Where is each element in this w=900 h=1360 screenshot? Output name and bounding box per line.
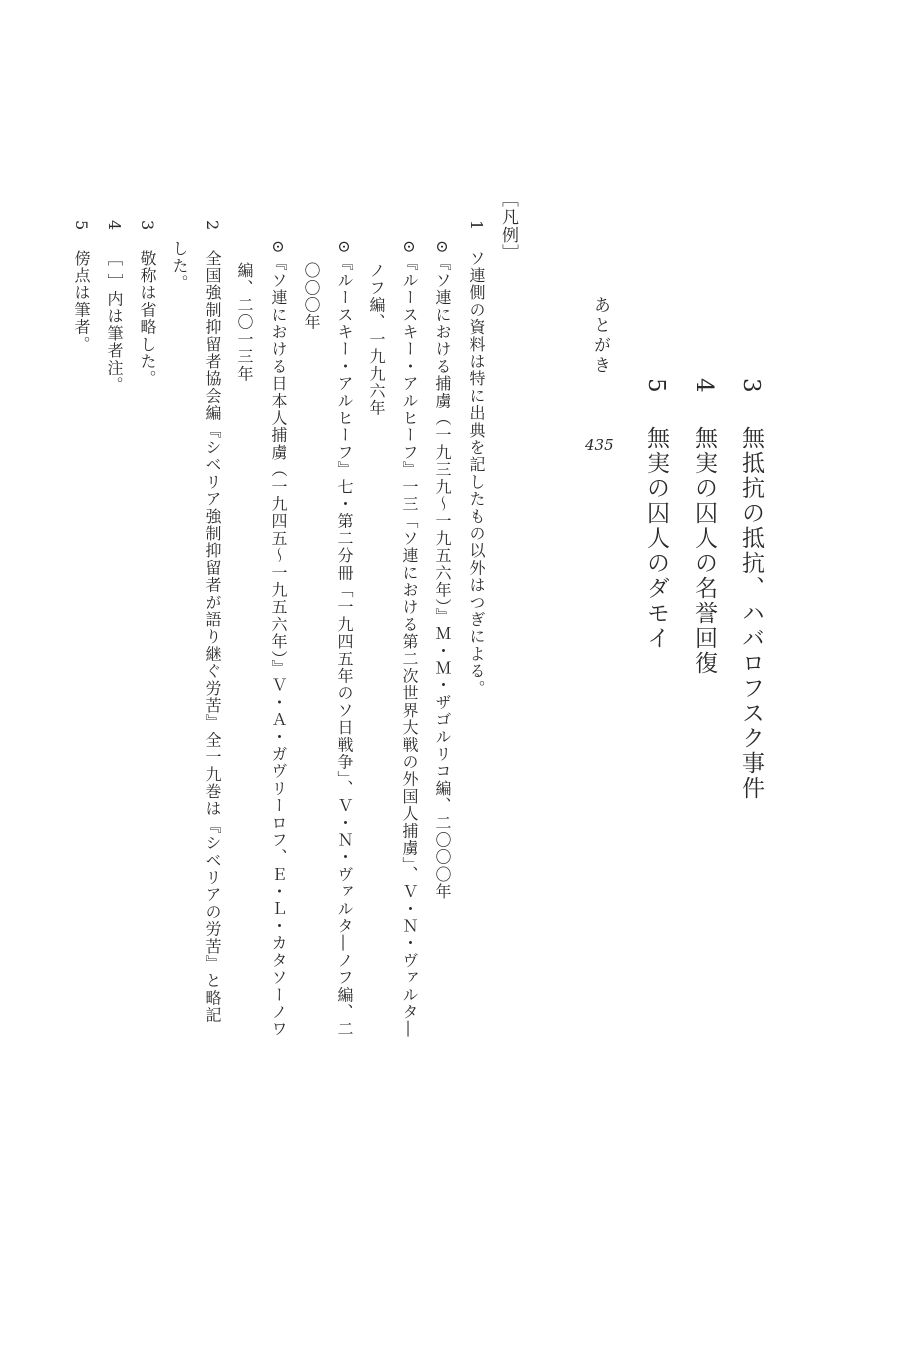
toc-item-number: 3 — [738, 378, 764, 395]
note-4 — [103, 220, 126, 394]
note-1-reference-2-continued: ノフ編、一九九六年 — [367, 262, 386, 417]
toc-item-number: 4 — [691, 378, 717, 395]
afterword-title: あとがき — [590, 296, 610, 376]
toc-item-title: 無実の囚人の名誉回復 — [691, 425, 717, 676]
hanrei-heading: ［凡例］ — [498, 190, 518, 262]
note-number: 1 — [467, 220, 486, 232]
note-1-reference-1: ⊙『ソ連における捕虜（一九三九～一九五六年）』Ｍ・Ｍ・ザゴルリコ編、二〇〇〇年 — [433, 240, 452, 901]
toc-item-3 — [735, 378, 768, 801]
note-1-reference-2: ⊙『ルースキー・アルヒーフ』一三「ソ連における第二次世界大戦の外国人捕虜」、Ｖ・Ｎ・ヴァルタ― — [400, 240, 419, 1038]
note-text: 敬称は省略した。 — [138, 249, 157, 388]
note-1-reference-4-continued: 編、二〇一三年 — [235, 262, 254, 383]
note-text: ソ連側の資料は特に出典を記したもの以外はつぎによる。 — [467, 249, 486, 697]
note-1-reference-3: ⊙『ルースキー・アルヒーフ』七・第二分冊「一九四五年のソ日戦争」、Ｖ・Ｎ・ヴァルタ―ノフ編、二 — [335, 240, 354, 1038]
toc-item-number: 5 — [643, 378, 669, 395]
note-number: 5 — [72, 220, 91, 232]
note-2-continued: した。 — [170, 240, 189, 292]
note-1-reference-3-continued: 〇〇〇年 — [302, 262, 321, 331]
toc-item-title: 無抵抗の抵抗、ハバロフスク事件 — [738, 425, 764, 801]
note-number: 4 — [105, 220, 124, 232]
toc-item-title: 無実の囚人のダモイ — [643, 425, 669, 651]
note-text: 全国強制抑留者協会編『シベリア強制抑留者が語り継ぐ労苦』全一九巻は『シベリアの労苦』と略記 — [203, 249, 222, 1024]
note-number: 3 — [138, 220, 157, 232]
toc-item-5 — [640, 378, 673, 651]
note-3 — [136, 220, 159, 387]
note-5 — [70, 220, 93, 353]
toc-item-4 — [688, 378, 721, 676]
note-1 — [465, 220, 488, 697]
afterword-page-number: 435 — [585, 436, 614, 454]
note-number: 2 — [203, 220, 222, 232]
note-2 — [201, 220, 224, 1024]
note-1-reference-4: ⊙『ソ連における日本人捕虜（一九四五～一九五六年）』Ｖ・Ａ・ガヴリーロフ、Ｅ・Ｌ・カタソーノワ — [269, 240, 288, 1038]
note-text: ［ ］内は筆者注。 — [105, 249, 124, 394]
note-text: 傍点は筆者。 — [72, 249, 91, 353]
